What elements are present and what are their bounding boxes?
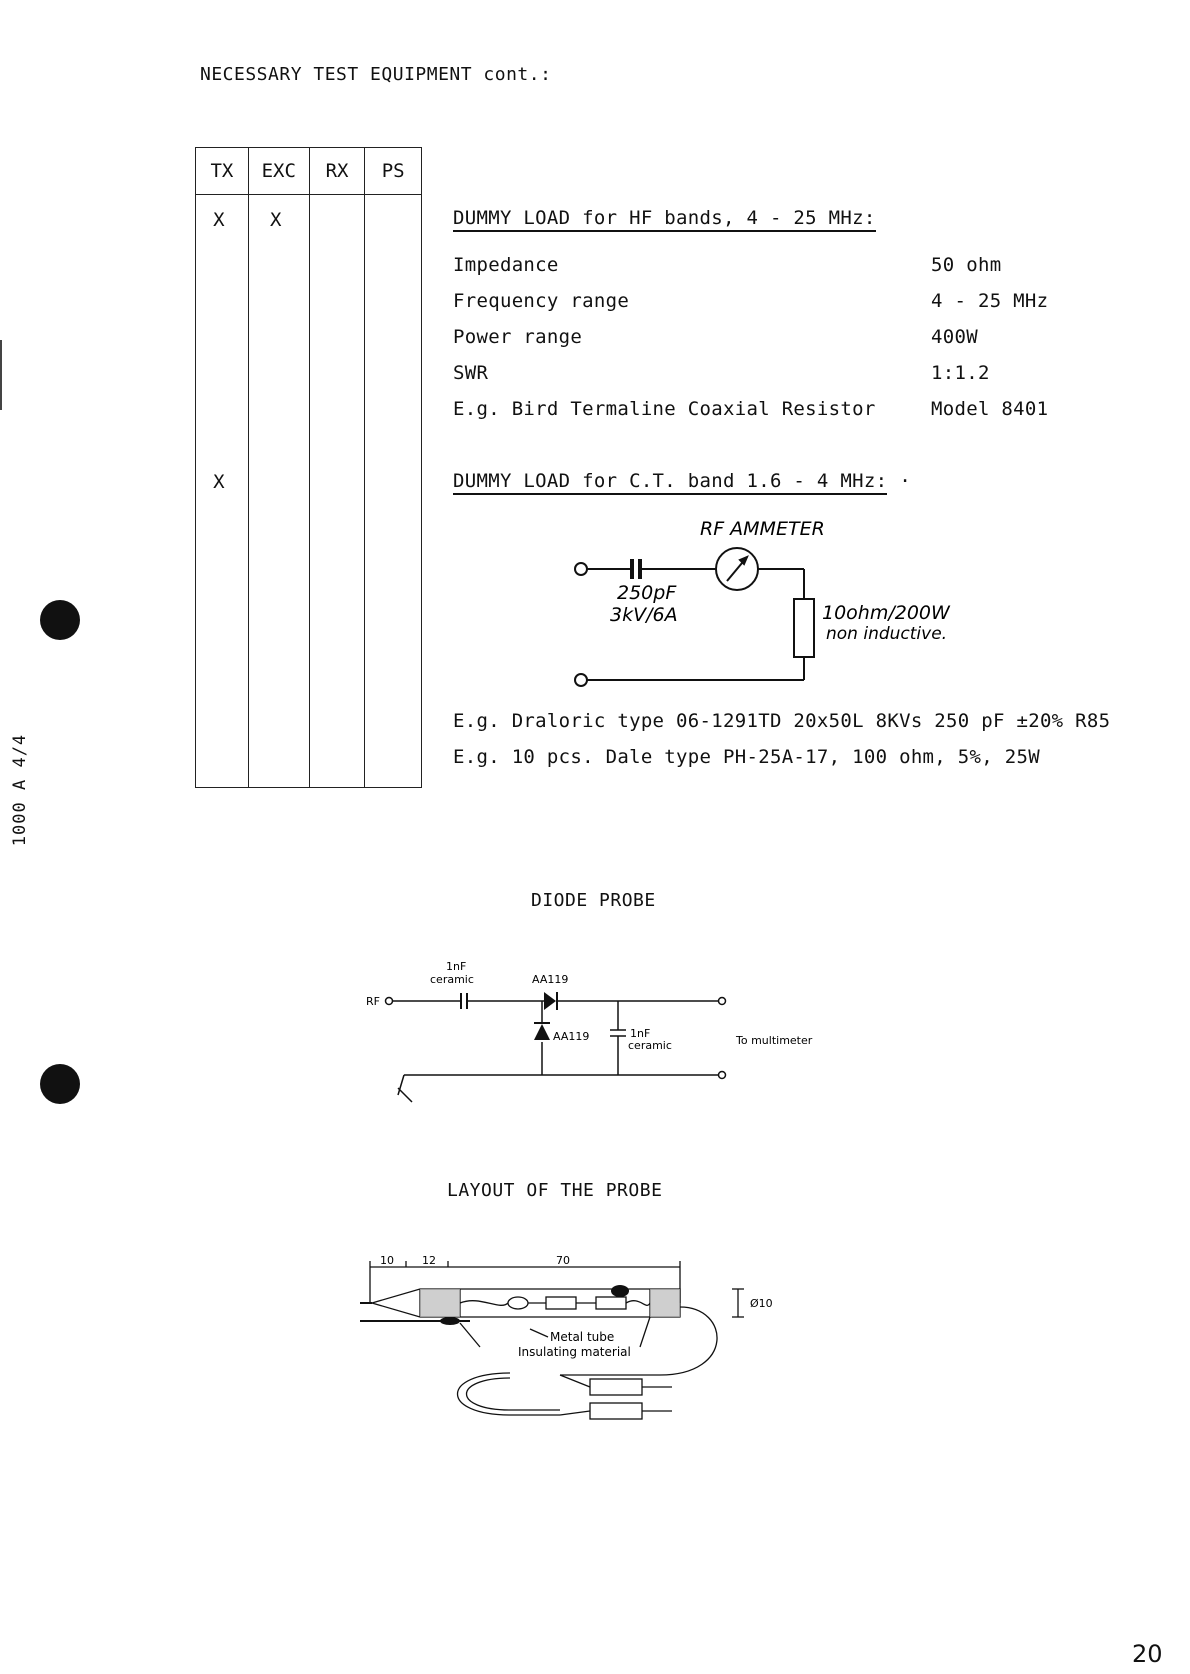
ammeter-label: RF AMMETER: [700, 518, 825, 540]
hf-spec-label-frequency: Frequency range: [453, 290, 630, 312]
hf-spec-label-impedance: Impedance: [453, 254, 559, 276]
diode-probe-schematic: [360, 950, 840, 1110]
probe-layout-drawing: [360, 1255, 800, 1435]
hf-spec-value-power: 400W: [931, 326, 978, 348]
layout-title: LAYOUT OF THE PROBE: [447, 1180, 663, 1201]
resistor-label-type: non inductive.: [826, 624, 948, 644]
shunt-diode-label: AA119: [553, 1030, 590, 1043]
probe-body: [372, 1289, 680, 1317]
hf-spec-value-example: Model 8401: [931, 398, 1049, 420]
hf-load-title: DUMMY LOAD for HF bands, 4 - 25 MHz:: [453, 207, 876, 229]
ct-load-circuit: [560, 515, 980, 695]
punch-hole-bottom: [40, 1064, 80, 1104]
probe-capacitor: [596, 1297, 626, 1309]
mark-exc-hf: X: [270, 209, 282, 231]
hf-spec-value-frequency: 4 - 25 MHz: [931, 290, 1049, 312]
equipment-table: [195, 147, 422, 788]
banana-plug-top: [590, 1379, 642, 1395]
page-number: 20: [1132, 1640, 1163, 1668]
metal-tube-label: Metal tube: [550, 1330, 615, 1344]
dim-a-label: 10: [380, 1255, 394, 1267]
rf-input-label: RF: [366, 995, 380, 1008]
hf-spec-label-power: Power range: [453, 326, 583, 348]
diode-probe-title: DIODE PROBE: [531, 890, 656, 911]
ct-load-title: DUMMY LOAD for C.T. band 1.6 - 4 MHz: ·: [453, 470, 911, 492]
table-body-row: [196, 195, 422, 788]
capacitor-label-value: 250pF: [617, 582, 677, 604]
diameter-label: Ø10: [750, 1297, 773, 1310]
cell-tx: [196, 195, 249, 788]
hf-spec-label-example: E.g. Bird Termaline Coaxial Resistor: [453, 398, 876, 420]
dim-c-label: 70: [556, 1255, 570, 1267]
probe-resistor: [546, 1297, 576, 1309]
col-exc: EXC: [248, 148, 309, 195]
page-title: NECESSARY TEST EQUIPMENT cont.:: [200, 64, 552, 85]
cap1-type-label: ceramic: [430, 973, 474, 986]
insulating-label: Insulating material: [518, 1345, 631, 1359]
ct-example-resistor: E.g. 10 pcs. Dale type PH-25A-17, 100 ohm, 5%, 25W: [453, 746, 1040, 768]
cap2-type-label: ceramic: [628, 1039, 672, 1052]
ct-example-capacitor: E.g. Draloric type 06-1291TD 20x50L 8KVs 250 pF ±20% R85: [453, 710, 1111, 732]
cell-rx: [309, 195, 365, 788]
shunt-diode-symbol: [534, 1024, 550, 1040]
mark-tx-ct: X: [213, 471, 225, 493]
resistor-symbol: [794, 599, 814, 657]
output-label: To multimeter: [736, 1034, 813, 1047]
margin-rule: [0, 340, 2, 410]
hf-spec-label-swr: SWR: [453, 362, 489, 384]
hf-spec-value-swr: 1:1.2: [931, 362, 990, 384]
series-diode-symbol: [544, 992, 556, 1010]
col-rx: RX: [309, 148, 365, 195]
series-diode-label: AA119: [532, 973, 569, 986]
table-header-row: [196, 148, 422, 195]
terminal-bottom: [575, 674, 587, 686]
cell-ps: [365, 195, 422, 788]
punch-hole-top: [40, 600, 80, 640]
col-tx: TX: [196, 148, 249, 195]
capacitor-label-rating: 3kV/6A: [610, 604, 678, 626]
dim-b-label: 12: [422, 1255, 436, 1267]
col-ps: PS: [365, 148, 422, 195]
mark-tx-hf: X: [213, 209, 225, 231]
hf-spec-value-impedance: 50 ohm: [931, 254, 1002, 276]
banana-plug-bottom: [590, 1403, 642, 1419]
terminal-top: [575, 563, 587, 575]
cap2-value-label: 1nF: [630, 1027, 651, 1040]
cell-exc: [248, 195, 309, 788]
cap1-value-label: 1nF: [446, 960, 467, 973]
resistor-label-value: 10ohm/200W: [822, 602, 950, 624]
side-document-code: 1000 A 4/4: [10, 733, 30, 847]
